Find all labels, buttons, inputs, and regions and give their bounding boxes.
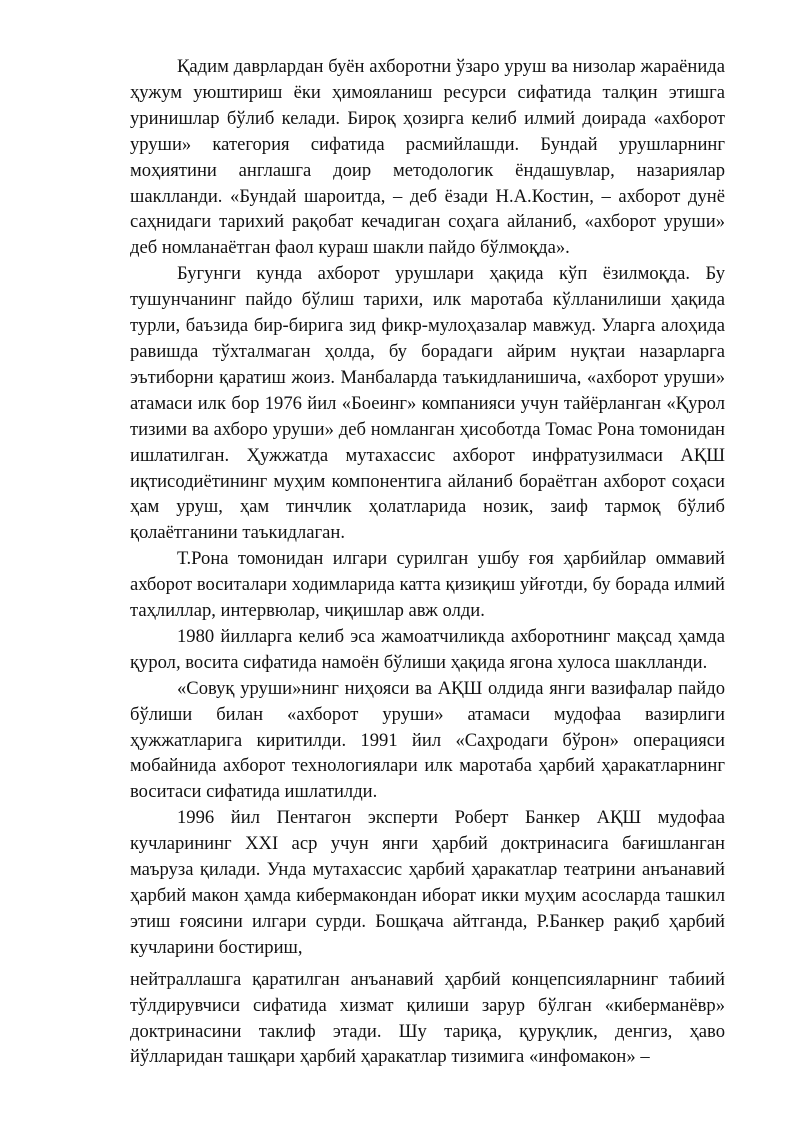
paragraph-2: Бугунги кунда ахборот урушлари ҳақида кўп ёзилмоқда. Бу тушунчанинг пайдо бўлиш тарихи, илк маротаба кўлланилиши ҳақида турли, баъзида бир-бирига зид фикр-мулоҳазалар мавжуд. Уларга алоҳида равишда тўхталмаган ҳолда, бу борадаги айрим нуқтаи назарларга эътиборни қаратиш жоиз. Манбаларда таъкидланишича, «ахборот уруши» атамаси илк бор 1976 йил «Боеинг» компанияси учун тайёрланган «Қурол тизими ва ахборо уруши» деб номланган ҳисоботда Томас Рона томонидан ишлатилган. Ҳужжатда мутахассис ахборот инфратузилмаси АҚШ иқтисодиётининг муҳим компонентига айланиб бораётган ахборот соҳаси ҳам уруш, ҳам тинчлик ҳолатларида нозик, заиф тармоқ бўлиб қолаётганини таъкидлаган. [130, 263, 725, 544]
paragraph-3: Т.Рона томонидан илгари сурилган ушбу ғоя ҳарбийлар оммавий ахборот воситалари ходимларида катта қизиқиш уйғотди, бу борада илмий таҳлиллар, интервюлар, чиқишлар авж олди. [130, 548, 725, 622]
paragraph-1: Қадим даврлардан буён ахборотни ўзаро уруш ва низолар жараёнида ҳужум уюштириш ёки ҳимояланиш ресурси сифатида талқин этишга уринишлар бўлиб келади. Бироқ ҳозирга келиб илмий доирада «ахборот уруши» категория сифатида расмийлашди. Бундай урушларнинг моҳиятини англашга доир методологик ёндашувлар, назариялар шаклланди. «Бундай шароитда, – деб ёзади Н.А.Костин, – ахборот дунё саҳнидаги тарихий рақобат кечадиган соҳага айланиб, «ахборот уруши» деб номланаётган фаол кураш шакли пайдо бўлмоқда». [130, 56, 725, 259]
document-page [130, 54, 725, 1070]
paragraph-5: «Совуқ уруши»нинг ниҳояси ва АҚШ олдида янги вазифалар пайдо бўлиши билан «ахборот уруши» атамаси мудофаа вазирлиги ҳужжатларига киритилди. 1991 йил «Саҳродаги бўрон» операцияси мобайнида ахборот технологиялари илк маротаба ҳарбий ҳаракатларнинг воситаси сифатида ишлатилди. [130, 677, 725, 803]
paragraph-4: 1980 йилларга келиб эса жамоатчиликда ахборотнинг мақсад ҳамда қурол, восита сифатида намоён бўлиши ҳақида ягона хулоса шаклланди. [130, 625, 725, 673]
paragraph-6: 1996 йил Пентагон эксперти Роберт Банкер АҚШ мудофаа кучларининг XXI аср учун янги ҳарбий доктринасига бағишланган маъруза қилади. Унда мутахассис ҳарбий ҳаракатлар театрини анъанавий ҳарбий макон ҳамда кибермакондан иборат икки муҳим асосларда ташкил этиш ғоясини илгари сурди. Бошқача айтганда, Р.Банкер рақиб ҳарбий кучларини бостириш, [130, 807, 725, 958]
paragraph-7: нейтраллашга қаратилган анъанавий ҳарбий концепсияларнинг табиий тўлдирувчиси сифатида хизмат қилиши зарур бўлган «киберманёвр» доктринасини таклиф этади. Шу тариқа, қуруқлик, денгиз, ҳаво йўлларидан ташқари ҳарбий ҳаракатлар тизимига «инфомакон» – [130, 968, 725, 1068]
